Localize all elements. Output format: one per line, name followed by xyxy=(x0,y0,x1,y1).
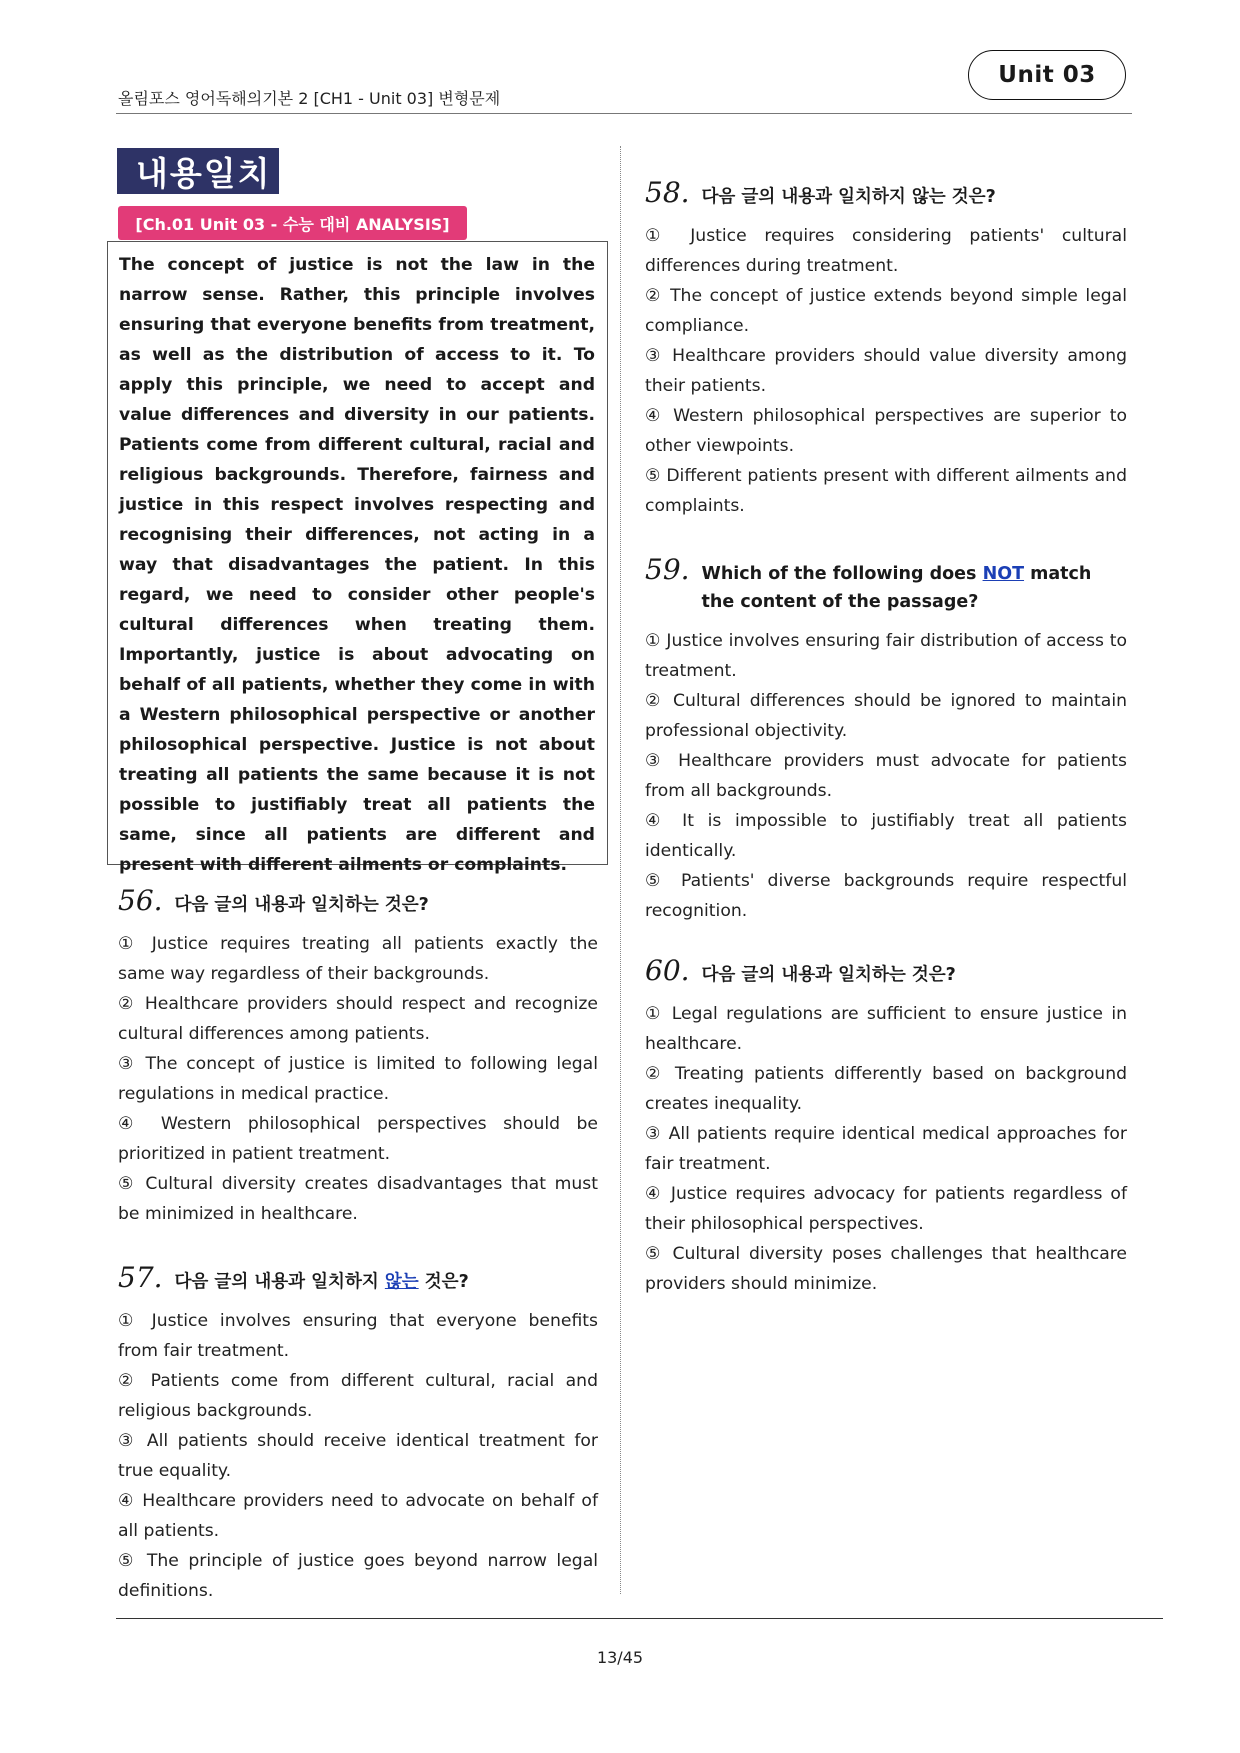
footer-divider xyxy=(116,1618,1163,1619)
question-number: 56. xyxy=(118,884,163,917)
option-4[interactable]: ④ It is impossible to justifiably treat all patients identically. xyxy=(645,811,1127,861)
stem-emphasis: NOT xyxy=(982,564,1025,584)
option-4[interactable]: ④ Healthcare providers need to advocate on behalf of all patients. xyxy=(118,1491,598,1541)
option-2[interactable]: ② Healthcare providers should respect and recognize cultural differences among patients. xyxy=(118,994,598,1044)
question-58 xyxy=(645,176,1127,521)
option-4[interactable]: ④ Western philosophical perspectives should be prioritized in patient treatment. xyxy=(118,1114,598,1164)
stem-text: 것은? xyxy=(418,1272,469,1292)
question-number: 57. xyxy=(118,1261,163,1294)
option-3[interactable]: ③ Healthcare providers must advocate for patients from all backgrounds. xyxy=(645,751,1127,801)
option-1[interactable]: ① Justice involves ensuring fair distribution of access to treatment. xyxy=(645,631,1127,681)
question-number: 58. xyxy=(645,176,690,209)
question-57 xyxy=(118,1261,598,1606)
stem-text: Which of the following does xyxy=(701,564,983,584)
option-list xyxy=(645,221,1127,521)
option-list xyxy=(645,626,1127,926)
source-tag: [Ch.01 Unit 03 - 수능 대비 ANALYSIS] xyxy=(118,206,467,240)
question-56 xyxy=(118,884,598,1229)
question-stem: 다음 글의 내용과 일치하는 것은? xyxy=(701,965,956,985)
option-1[interactable]: ① Justice involves ensuring that everyone benefits from fair treatment. xyxy=(118,1311,598,1361)
option-5[interactable]: ⑤ Patients' diverse backgrounds require respectful recognition. xyxy=(645,871,1127,921)
page-number: 13/45 xyxy=(596,1648,644,1667)
option-1[interactable]: ① Justice requires treating all patients exactly the same way regardless of their backgrounds. xyxy=(118,934,598,984)
stem-text: 다음 글의 내용과 일치하지 xyxy=(174,1272,385,1292)
section-label: 내용일치 xyxy=(117,148,279,194)
option-1[interactable]: ① Justice requires considering patients' cultural differences during treatment. xyxy=(645,226,1127,276)
option-1[interactable]: ① Legal regulations are sufficient to ensure justice in healthcare. xyxy=(645,1004,1127,1054)
option-2[interactable]: ② Patients come from different cultural, racial and religious backgrounds. xyxy=(118,1371,598,1421)
option-3[interactable]: ③ Healthcare providers should value diversity among their patients. xyxy=(645,346,1127,396)
option-5[interactable]: ⑤ Different patients present with different ailments and complaints. xyxy=(645,466,1127,516)
stem-text: match the content of the passage? xyxy=(701,564,1092,612)
question-stem: 다음 글의 내용과 일치하지 않는 것은? xyxy=(701,187,996,207)
option-4[interactable]: ④ Western philosophical perspectives are superior to other viewpoints. xyxy=(645,406,1127,456)
option-2[interactable]: ② The concept of justice extends beyond simple legal compliance. xyxy=(645,286,1127,336)
option-5[interactable]: ⑤ The principle of justice goes beyond narrow legal definitions. xyxy=(118,1551,598,1601)
question-59 xyxy=(645,553,1127,926)
question-stem: 다음 글의 내용과 일치하는 것은? xyxy=(174,895,429,915)
option-2[interactable]: ② Treating patients differently based on background creates inequality. xyxy=(645,1064,1127,1114)
passage-text: The concept of justice is not the law in the narrow sense. Rather, this principle involves ensuring that everyone benefits from treatment, as well as the distribution of access to it. To apply this principle, we need to accept and value differences and diversity in our patients. Patients come from different cultural, racial and religious backgrounds. Therefore, fairness and justice in this respect involves respecting and recognising their differences, not acting in a way that disadvantages the patient. In this regard, we need to consider other people's cultural differences when treating them. Importantly, justice is about advocating on behalf of all patients, whether they come in with a Western philosophical perspective or another philosophical perspective. Justice is not about treating all patients the same because it is not possible to justifiably treat all patients the same, since all patients are different and present with different ailments or complaints. xyxy=(119,255,595,875)
passage-box xyxy=(107,241,608,875)
document-header-title: 올림포스 영어독해의기본 2 [CH1 - Unit 03] 변형문제 xyxy=(118,89,501,108)
question-number: 59. xyxy=(645,553,690,586)
question-stem xyxy=(702,560,1127,616)
header-divider xyxy=(116,113,1132,114)
option-5[interactable]: ⑤ Cultural diversity creates disadvantages that must be minimized in healthcare. xyxy=(118,1174,598,1224)
unit-badge: Unit 03 xyxy=(968,50,1126,100)
option-list xyxy=(118,1306,598,1606)
option-4[interactable]: ④ Justice requires advocacy for patients regardless of their philosophical perspectives. xyxy=(645,1184,1127,1234)
option-list xyxy=(118,929,598,1229)
question-60 xyxy=(645,954,1127,1299)
option-2[interactable]: ② Cultural differences should be ignored to maintain professional objectivity. xyxy=(645,691,1127,741)
option-3[interactable]: ③ All patients require identical medical approaches for fair treatment. xyxy=(645,1124,1127,1174)
question-stem xyxy=(175,1268,469,1296)
option-5[interactable]: ⑤ Cultural diversity poses challenges that healthcare providers should minimize. xyxy=(645,1244,1127,1294)
option-3[interactable]: ③ All patients should receive identical treatment for true equality. xyxy=(118,1431,598,1481)
stem-emphasis: 않는 xyxy=(384,1272,419,1292)
option-list xyxy=(645,999,1127,1299)
option-3[interactable]: ③ The concept of justice is limited to following legal regulations in medical practice. xyxy=(118,1054,598,1104)
question-number: 60. xyxy=(645,954,690,987)
column-divider xyxy=(620,146,621,1594)
